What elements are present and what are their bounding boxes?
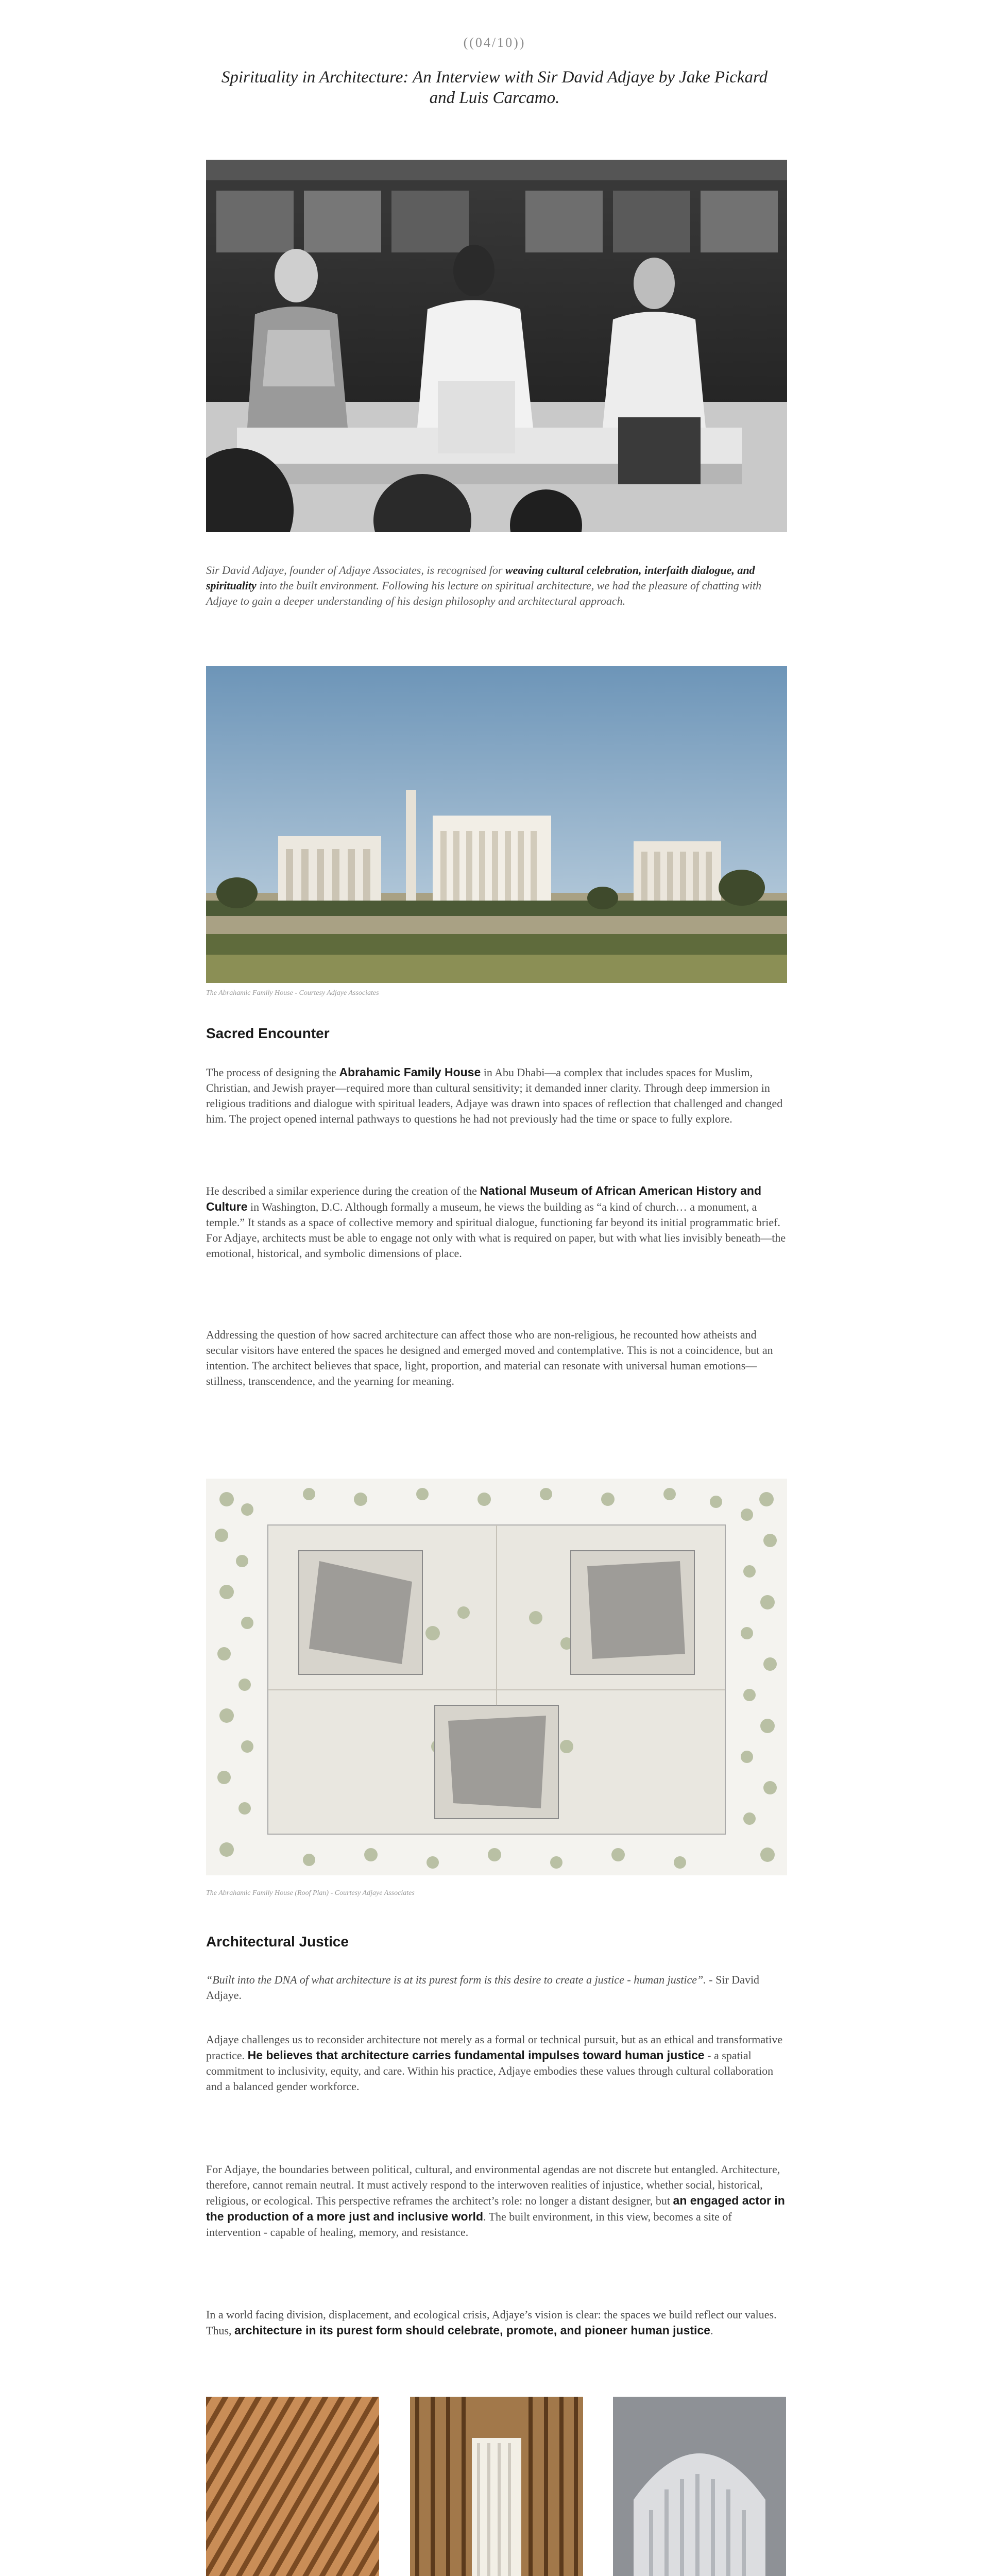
justice-paragraph-1: Adjaye challenges us to reconsider architecture not merely as a formal or technical pursuit, but as an ethical and transformative practice. He believes that architecture carries fundamental impulses toward human justice - a spatial commitment to inclusivity, equity, and care. Within his practice, Adjaye embodies these values through cultural collaboration and a balanced gender workforce. bbox=[206, 2033, 783, 2093]
abrahamic-house-caption: The Abrahamic Family House - Courtesy Adjaye Associates bbox=[206, 989, 379, 997]
masjid-photo bbox=[613, 2397, 786, 2576]
intro-paragraph: Sir David Adjaye, founder of Adjaye Associates, is recognised for weaving cultural celebration, interfaith dialogue, and spirituality into the built environment. Following his lecture on spiritual architecture, we had the pleasure of chatting with Adjaye to gain a deeper understanding of his design philosophy and architectural approach. bbox=[206, 564, 762, 607]
abrahamic-house-photo bbox=[206, 666, 787, 983]
church-photo bbox=[410, 2397, 583, 2576]
sacred-encounter-paragraph-3: Addressing the question of how sacred architecture can affect those who are non-religious, he recounted how atheists and secular visitors have entered the spaces he designed and emerged moved and contemplative. This is not a coincidence, but an intention. The architect believes that space, light, proportion, and material can resonate with universal human emotions—stillness, transcendence, and the yearning for meaning. bbox=[206, 1328, 773, 1387]
roof-plan-image bbox=[206, 1479, 787, 1875]
justice-paragraph-3: In a world facing division, displacement, and ecological crisis, Adjaye’s vision is clear: the spaces we build reflect our values. Thus, architecture in its purest form should celebrate, promote, and pioneer human justice. bbox=[206, 2308, 777, 2337]
issue-number: ((04/10)) bbox=[463, 35, 526, 50]
justice-quote: “Built into the DNA of what architecture is at its purest form is this desire to create a justice - human justice”. - Sir David Adjaye. bbox=[206, 1973, 760, 2002]
section-title-architectural-justice: Architectural Justice bbox=[206, 1934, 349, 1950]
section-title-sacred-encounter: Sacred Encounter bbox=[206, 1025, 330, 1041]
synagogue-photo bbox=[206, 2397, 379, 2576]
interview-photo bbox=[206, 160, 787, 532]
sacred-encounter-paragraph-1: The process of designing the Abrahamic Family House in Abu Dhabi—a complex that includes spaces for Muslim, Christian, and Jewish prayer—required more than cultural sensitivity; it demanded inner clarity. Through deep immersion in religious traditions and dialogue with spiritual leaders, Adjaye was drawn into spaces of reflection that challenged and changed him. The project opened internal pathways to questions he had not previously had the time or space to fully explore. bbox=[206, 1065, 783, 1125]
sacred-encounter-paragraph-2: He described a similar experience during the creation of the National Museum of African American History and Culture in Washington, D.C. Although formally a museum, he views the building as “a kind of church… a monument, a temple.” It stands as a space of collective memory and spiritual dialogue, functioning far beyond its initial programmatic brief. For Adjaye, architects must be able to engage not only with what is required on paper, but with what lies invisibly beneath—the emotional, historical, and symbolic dimensions of place. bbox=[206, 1184, 786, 1260]
article-title: Spirituality in Architecture: An Interview with Sir David Adjaye by Jake Pickard and Luis Carcamo. bbox=[221, 68, 768, 107]
justice-paragraph-2: For Adjaye, the boundaries between political, cultural, and environmental agendas are not discrete but entangled. Architecture, therefore, cannot remain neutral. It must actively respond to the interwoven realities of injustice, whether social, historical, religious, or ecological. This perspective reframes the architect’s role: no longer a distant designer, but an engaged actor in the production of a more just and inclusive world. The built environment, in this view, becomes a site of intervention - capable of healing, memory, and resistance. bbox=[206, 2163, 785, 2239]
roof-plan-caption: The Abrahamic Family House (Roof Plan) - Courtesy Adjaye Associates bbox=[206, 1889, 415, 1897]
